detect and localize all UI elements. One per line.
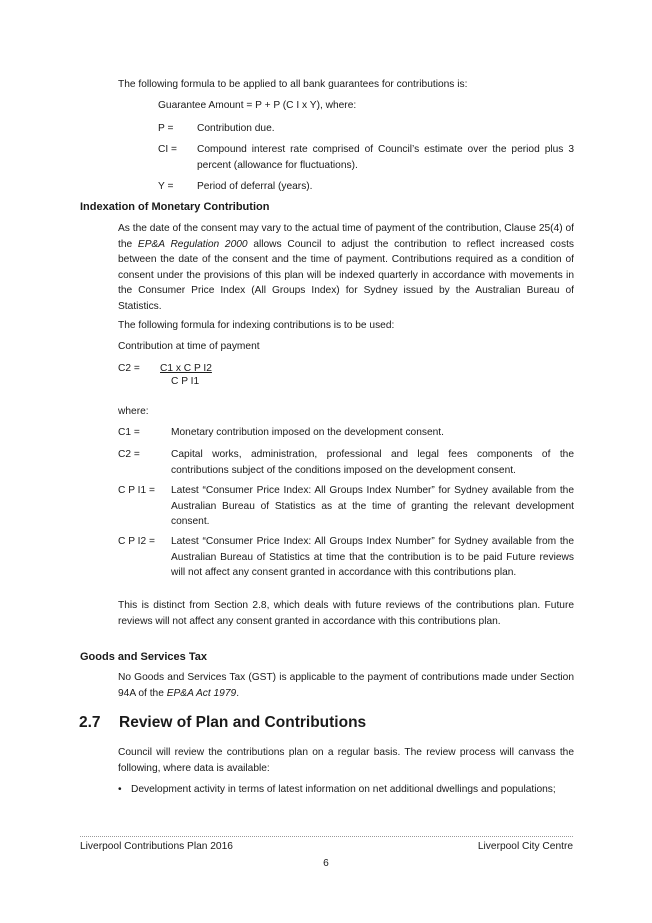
term-symbol: P = [158, 123, 174, 134]
section-heading [79, 713, 366, 733]
term-definition: Capital works, administration, professional and legal fees components of the contributions subject of the conditions imposed on the development consent. [171, 449, 574, 476]
review-intro: Council will review the contributions plan on a regular basis. The review process will canvass the following, where data is available: [118, 747, 574, 774]
gst-paragraph: No Goods and Services Tax (GST) is applicable to the payment of contributions made under Section 94A of the EP&A Act 1979. [118, 672, 574, 699]
term-definition: Monetary contribution imposed on the development consent. [171, 427, 444, 438]
term-definition: Compound interest rate comprised of Council’s estimate over the period plus 3 percent (allowance for fluctuations). [197, 144, 574, 171]
term-symbol: C P I2 = [118, 536, 155, 547]
indexation-formula-intro: The following formula for indexing contributions is to be used: [118, 320, 395, 331]
term-symbol: CI = [158, 144, 177, 155]
formula-numerator: C1 x C P I2 [160, 363, 212, 374]
section-number: 2.7 [79, 714, 101, 731]
indexation-closing: This is distinct from Section 2.8, which deals with future reviews of the contributions plan. Future reviews will not affect any consent granted in accordance with this contributions plan. [118, 600, 574, 627]
term-definition: Period of deferral (years). [197, 181, 313, 192]
term-definition: Latest “Consumer Price Index: All Groups Index Number” for Sydney available from the Australian Bureau of Statistics as at the time of granting the relevant development consent. [171, 485, 574, 527]
term-symbol: C1 = [118, 427, 140, 438]
term-definition: Latest “Consumer Price Index: All Groups Index Number” for Sydney available from the Australian Bureau of Statistics at time that the contribution is to be paid Future reviews will not affect any consent granted in accordance with this contributions plan. [171, 536, 574, 578]
guarantee-formula: Guarantee Amount = P + P (C I x Y), where: [158, 100, 357, 111]
bullet-item: Development activity in terms of latest information on net additional dwellings and populations; [131, 784, 556, 795]
term-symbol: Y = [158, 181, 174, 192]
c2-symbol: C2 = [118, 363, 140, 374]
footer-section-name: Liverpool City Centre [477, 841, 573, 852]
where-label: where: [118, 406, 149, 417]
section-title: Review of Plan and Contributions [119, 714, 367, 731]
footer-divider [80, 836, 573, 837]
term-symbol: C P I1 = [118, 485, 155, 496]
formula-denominator: C P I1 [171, 376, 200, 387]
gst-heading: Goods and Services Tax [80, 651, 207, 663]
page-number: 6 [323, 858, 329, 869]
bullet-marker: • [118, 784, 122, 795]
indexation-paragraph: As the date of the consent may vary to the actual time of payment of the contribution, Clause 25(4) of the EP&A Regulation 2000 allows Council to adjust the contribution to reflect increased costs between the date of the consent and the time of payment. Contributions required as a condition of consent under the provisions of this plan will be indexed quarterly in accordance with movements in the Consumer Price Index (All Groups Index) for Sydney issued by the Australian Bureau of Statistics. [118, 223, 574, 312]
term-definition: Contribution due. [197, 123, 275, 134]
term-symbol: C2 = [118, 449, 140, 460]
footer-document-title: Liverpool Contributions Plan 2016 [80, 841, 233, 852]
contribution-label: Contribution at time of payment [118, 341, 260, 352]
indexation-heading: Indexation of Monetary Contribution [80, 201, 270, 213]
bank-guarantee-intro: The following formula to be applied to all bank guarantees for contributions is: [118, 79, 468, 90]
